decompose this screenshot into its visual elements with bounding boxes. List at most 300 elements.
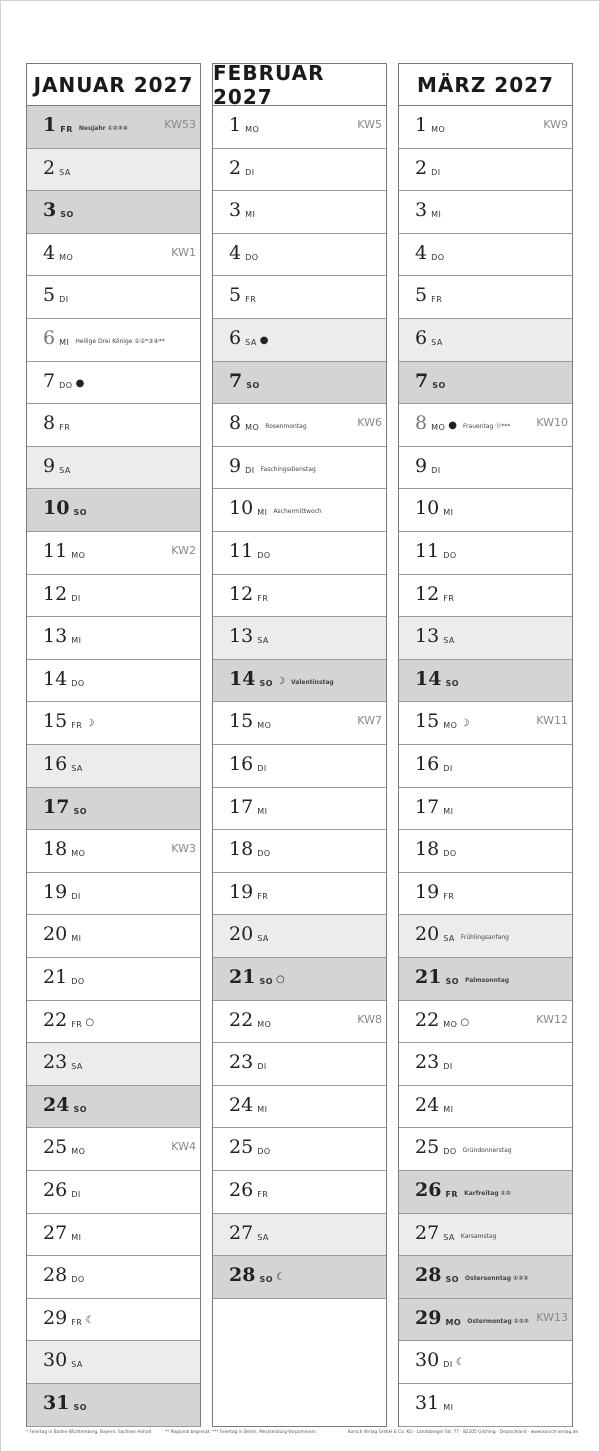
day-number [229,710,271,732]
day-number [229,1009,271,1031]
day-number-value: 16 [415,753,440,775]
day-number-value: 22 [415,1008,440,1031]
weekday-label: FR [71,1317,83,1327]
day-row [399,234,572,277]
day-row [399,149,572,192]
month-column-januar [26,63,201,1427]
day-number [229,838,271,860]
weekday-label: SO [73,1104,88,1114]
day-row [399,362,572,405]
day-row [399,404,572,447]
day-row [399,702,572,745]
event-label: Heilige Drei Könige ①②*③④** [75,338,165,345]
day-row [213,319,386,362]
weekday-label: DO [71,678,85,688]
day-number [415,497,453,519]
moon-phase-icon: ● [448,420,458,432]
month-title: JANUAR 2027 [27,64,200,106]
day-number [43,625,81,647]
weekday-label: DO [257,1147,271,1157]
weekday-label: SA [257,636,269,646]
weekday-label: DI [71,1190,81,1199]
day-number-value: 3 [43,199,57,222]
weekday-label: MO [245,125,260,134]
weekday-label: MO [445,1317,462,1327]
weekday-label: MI [59,338,70,347]
weekday-label: FR [245,295,257,305]
weekday-label: FR [257,1190,269,1199]
weekday-label: SO [73,508,88,518]
day-number-value: 30 [415,1349,440,1372]
day-number-value: 14 [415,667,442,690]
day-number-value: 26 [415,1179,442,1201]
moon-phase-icon: ☾ [276,1272,285,1284]
day-number [43,966,85,988]
day-row [27,915,200,958]
weekday-label: SO [259,1275,274,1285]
weekday-label: DO [245,252,259,262]
day-number-value: 3 [415,199,428,222]
day-row [213,873,386,916]
day-row [27,1299,200,1342]
day-number [415,242,445,264]
day-number-value: 12 [229,582,254,605]
day-number [229,668,334,690]
weekday-label: MI [71,934,82,944]
calendar-week-label: KW53 [164,118,196,131]
day-row [213,191,386,234]
day-number-value: 9 [229,454,242,477]
day-number-value: 22 [43,1008,68,1031]
day-row [399,106,572,149]
day-row [27,1086,200,1129]
day-number-value: 21 [229,966,256,988]
day-number-value: 6 [415,327,428,349]
day-number [229,370,260,392]
day-number-value: 5 [229,284,242,307]
day-number-value: 20 [415,923,440,946]
day-row [27,1001,200,1044]
day-row [399,745,572,788]
day-number-value: 14 [229,667,256,690]
day-row [27,617,200,660]
moon-phase-icon: ☾ [85,1314,95,1326]
day-number-value: 23 [43,1051,68,1074]
day-number-value: 30 [43,1349,68,1372]
day-number [43,1349,83,1371]
day-number [415,1392,453,1414]
day-row [213,106,386,149]
day-number-value: 10 [43,497,70,520]
day-number [229,327,269,349]
day-row [213,1214,386,1257]
day-number-value: 20 [43,923,68,946]
weekday-label: SA [71,1360,83,1370]
day-row [399,447,572,490]
day-number-value: 4 [415,241,428,264]
calendar-week-label: KW2 [171,544,196,557]
weekday-label: DI [443,1062,453,1072]
day-number [415,753,453,775]
weekday-label: DI [443,1360,453,1370]
day-number [229,157,255,179]
weekday-label: MI [257,1104,268,1114]
day-number-value: 11 [415,540,440,562]
day-number-value: 27 [415,1221,440,1244]
weekday-label: MO [71,1147,86,1157]
day-number-value: 7 [43,369,56,392]
day-row [27,702,200,745]
day-number [43,1222,81,1244]
day-row [27,362,200,405]
day-number-value: 17 [229,795,254,818]
day-number-value: 24 [415,1093,440,1116]
day-number-value: 1 [415,114,428,136]
day-row [213,234,386,277]
day-number [43,540,85,562]
weekday-label: MO [59,252,74,262]
weekday-label: MI [71,636,82,646]
day-row [399,1256,572,1299]
day-number [415,966,509,988]
weekday-label: FR [443,891,455,901]
day-row [399,575,572,618]
day-number [415,881,454,903]
weekday-label: MO [257,721,272,731]
day-row [399,532,572,575]
weekday-label: DI [245,167,255,177]
day-row [213,1128,386,1171]
day-row [213,702,386,745]
day-number-value: 24 [43,1093,70,1116]
weekday-label: FR [431,295,443,305]
day-number-value: 24 [229,1093,254,1116]
day-row [27,1043,200,1086]
day-row [27,489,200,532]
day-row [27,958,200,1001]
day-number [43,796,87,818]
weekday-label: FR [443,593,455,603]
day-number [43,710,94,732]
weekday-label: FR [257,593,269,603]
day-number [415,412,510,434]
calendar-week-label: KW12 [536,1012,568,1026]
day-row [399,915,572,958]
event-label: Frauentag ⑪*** [463,423,511,431]
day-number-value: 26 [229,1179,254,1201]
day-number [229,796,267,818]
day-number [415,1349,465,1371]
day-row [399,319,572,362]
day-row [399,1171,572,1214]
day-row [27,575,200,618]
weekday-label: MI [443,806,454,816]
day-number [229,284,256,306]
day-row [213,1001,386,1044]
weekday-label: DO [431,252,445,262]
event-label: Faschingsdienstag [260,465,316,473]
weekday-label: FR [71,1019,83,1029]
day-row [27,532,200,575]
day-number [229,1179,268,1201]
day-number-value: 4 [229,241,242,264]
day-row [399,1128,572,1171]
moon-phase-icon: ● [75,377,85,389]
calendar-week-label: KW1 [171,245,196,259]
day-row [27,660,200,703]
day-row [213,362,386,405]
day-row [27,447,200,490]
day-number [43,242,73,264]
day-number [229,625,269,647]
day-number [43,199,74,221]
moon-phase-icon: ☽ [460,718,470,730]
day-number [415,1094,453,1116]
weekday-label: DI [443,764,453,773]
weekday-label: SO [73,1403,88,1412]
weekday-label: DO [443,551,457,560]
month-title: FEBRUAR 2027 [213,64,386,106]
day-number [415,796,453,818]
day-row [27,1128,200,1171]
day-number [43,1307,94,1329]
day-number-value: 11 [43,540,68,562]
day-number [229,881,268,903]
day-number-value: 5 [415,284,428,307]
day-number-value: 31 [43,1392,70,1414]
day-number [229,540,271,562]
weekday-label: DO [71,977,85,986]
day-number [43,284,69,306]
day-number [43,370,84,392]
calendar-week-label: KW4 [171,1140,196,1154]
day-number [415,1009,469,1031]
day-number [43,583,81,605]
day-row [399,1086,572,1129]
day-row [399,191,572,234]
day-number-value: 9 [415,454,428,477]
day-number-value: 10 [229,497,254,520]
day-row [213,958,386,1001]
day-number-value: 16 [43,753,68,775]
day-number [415,370,446,392]
day-number [43,881,81,903]
day-row [213,745,386,788]
day-row [399,1341,572,1384]
day-number [415,838,457,860]
day-row [213,915,386,958]
event-label: Karfreitag ①② [464,1190,511,1197]
event-label: Frühlingsanfang [460,934,509,942]
weekday-label: DO [443,849,457,859]
day-row [27,404,200,447]
day-row [27,276,200,319]
weekday-label: DO [257,849,271,859]
day-number [43,1051,83,1073]
day-row [213,830,386,873]
day-number [415,1051,453,1073]
day-number-value: 20 [229,923,254,946]
day-number-value: 23 [229,1051,254,1074]
day-number [43,1179,81,1201]
weekday-label: MI [71,1232,82,1242]
day-number-value: 18 [43,838,68,861]
day-row [27,319,200,362]
day-number-value: 18 [229,838,254,861]
day-number [229,1051,267,1073]
day-number [415,1136,512,1158]
day-number-value: 1 [229,114,242,136]
day-number-value: 2 [415,156,428,179]
day-number [229,242,259,264]
footnote-2: ** Regional begrenzt [165,1430,210,1435]
day-number [415,923,509,945]
day-row [399,873,572,916]
day-number [43,753,83,775]
day-number-value: 17 [415,795,440,818]
day-number-value: 29 [43,1306,68,1329]
day-number-value: 8 [43,412,56,435]
day-row [213,276,386,319]
weekday-label: SA [431,338,443,347]
weekday-label: DO [71,1275,85,1285]
weekday-label: SA [59,465,71,475]
day-row [27,149,200,192]
calendar-week-label: KW11 [536,714,568,728]
weekday-label: SA [443,934,455,944]
weekday-label: FR [445,1190,459,1199]
day-row [399,788,572,831]
day-number [229,199,255,221]
day-number [43,838,85,860]
day-number-value: 19 [415,880,440,903]
moon-phase-icon: ○ [276,974,285,985]
day-row [27,788,200,831]
event-label: Palmsonntag [465,977,510,984]
day-number [229,114,259,136]
day-row [399,830,572,873]
day-number-value: 2 [43,156,56,179]
day-number-value: 10 [415,497,440,520]
day-row [399,276,572,319]
month-column-maerz [398,63,573,1427]
day-row [399,1043,572,1086]
moon-phase-icon: ☽ [85,718,95,730]
day-number-value: 7 [229,369,243,392]
day-number-value: 16 [229,753,254,775]
day-number-value: 13 [43,625,68,648]
day-number [43,455,71,477]
day-row [213,660,386,703]
weekday-label: MO [443,1019,458,1029]
day-number [415,583,454,605]
weekday-label: SO [259,678,274,688]
weekday-label: DO [257,551,271,560]
weekday-label: SO [73,806,88,816]
day-row [27,873,200,916]
event-label: Valentinstag [290,678,334,686]
day-number-value: 6 [229,327,242,349]
day-row [399,1299,572,1342]
day-number [229,753,267,775]
day-number [43,412,70,434]
day-row [399,1001,572,1044]
event-label: Neujahr ①②③④ [78,125,128,132]
day-row [213,617,386,660]
weekday-label: SO [432,380,446,390]
weekday-label: DO [59,380,73,390]
day-number [43,1392,87,1414]
day-number-value: 22 [229,1008,254,1031]
weekday-label: MO [257,1019,272,1029]
weekday-label: DI [431,167,441,177]
day-number-value: 17 [43,795,70,818]
day-number [415,327,443,349]
day-row [213,1086,386,1129]
day-number [43,668,85,690]
calendar-week-label: KW9 [543,118,568,131]
day-number-value: 26 [43,1179,68,1201]
day-number-value: 3 [229,199,242,222]
day-number [415,455,441,477]
day-number-value: 13 [415,625,440,648]
day-number [415,284,442,306]
weekday-label: FR [71,721,83,731]
moon-phase-icon: ☾ [455,1357,465,1369]
day-number [415,199,441,221]
event-label: Karsamstag [460,1232,497,1240]
day-row [399,1384,572,1427]
day-row [27,191,200,234]
day-number-value: 5 [43,284,56,307]
day-number [229,923,269,945]
moon-phase-icon: ● [259,335,269,346]
day-number-value: 25 [229,1136,254,1159]
weekday-label: DI [71,593,81,603]
day-number [43,923,81,945]
day-number-value: 8 [229,412,242,435]
day-row [27,106,200,149]
day-row [399,1214,572,1257]
weekday-label: MI [257,806,268,816]
day-row [27,745,200,788]
moon-phase-icon: ○ [85,1016,95,1028]
day-number-value: 12 [415,582,440,605]
weekday-label: MI [431,210,442,220]
event-label: Rosenmontag [265,423,307,431]
weekday-label: DI [245,465,255,475]
weekday-label: MO [431,423,446,433]
day-number [229,1222,269,1244]
day-row [399,489,572,532]
month-title: MÄRZ 2027 [399,64,572,106]
weekday-label: SO [445,678,460,688]
weekday-label: DO [443,1147,457,1157]
day-number [415,1222,496,1244]
weekday-label: SA [245,338,257,347]
day-number-value: 21 [43,966,68,988]
day-number-value: 7 [415,369,429,392]
day-row [213,489,386,532]
day-number-value: 2 [229,156,242,179]
day-number [43,497,87,519]
day-number-value: 29 [415,1306,442,1329]
day-number [43,327,165,349]
calendar-week-label: KW10 [536,416,568,430]
day-number [43,1009,94,1031]
event-label: Gründonnerstag [462,1147,512,1155]
weekday-label: MI [443,1403,454,1412]
